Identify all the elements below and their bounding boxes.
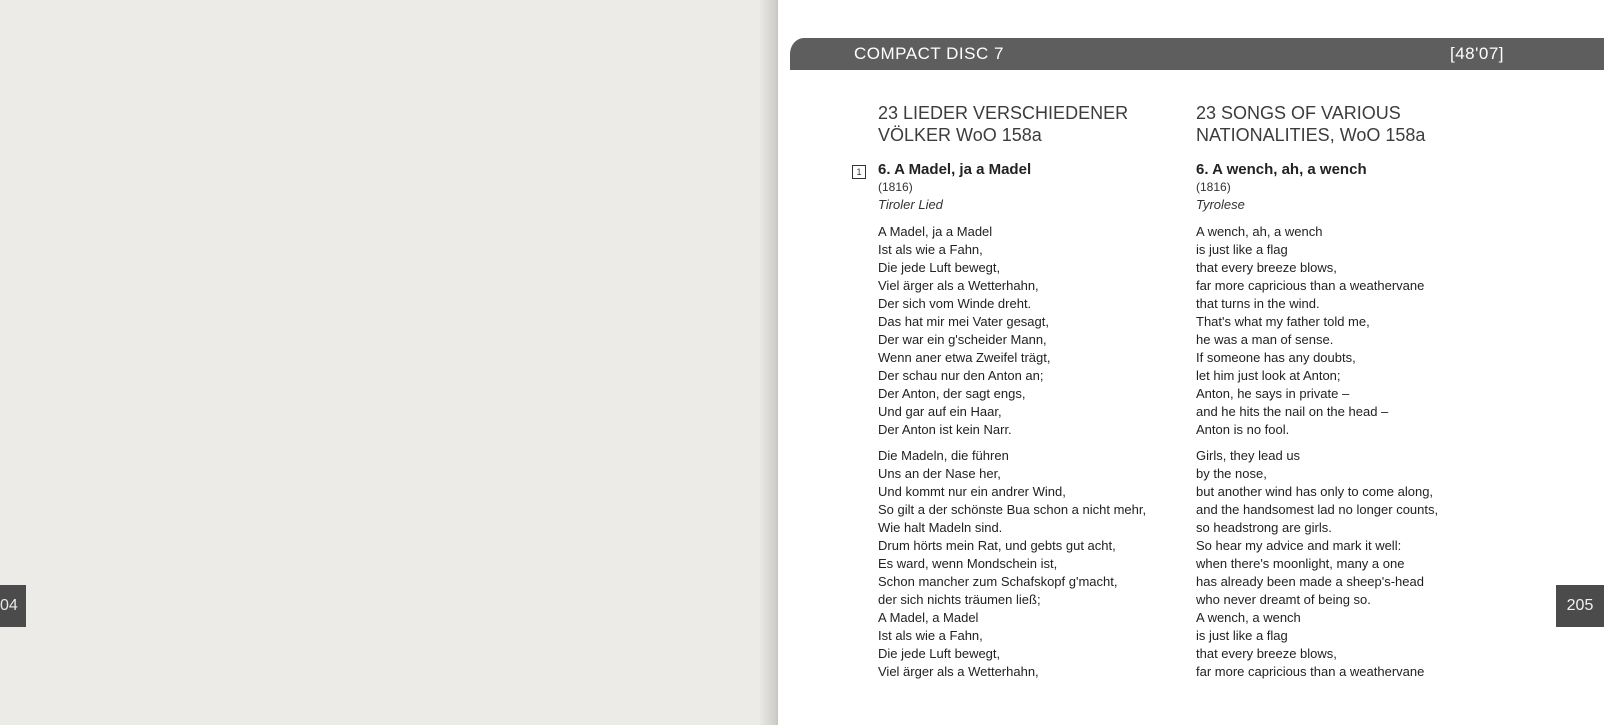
lyric-line: Und gar auf ein Haar, — [878, 404, 1002, 419]
lyric-line: So gilt a der schönste Bua schon a nicht mehr, — [878, 502, 1147, 517]
german-song-origin: Tiroler Lied — [878, 197, 943, 212]
german-song-year: (1816) — [878, 180, 913, 194]
lyric-stanza — [1196, 223, 1526, 439]
lyric-stanza — [878, 223, 1178, 439]
lyric-line: far more capricious than a weathervane — [1196, 664, 1425, 679]
english-song-origin: Tyrolese — [1196, 197, 1245, 212]
lyric-line: but another wind has only to come along, — [1196, 484, 1434, 499]
lyric-line: Ist als wie a Fahn, — [878, 242, 983, 257]
lyric-line: Girls, they lead us — [1196, 448, 1301, 463]
lyric-line: Der war ein g'scheider Mann, — [878, 332, 1047, 347]
lyric-line: is just like a flag — [1196, 628, 1288, 643]
lyric-line: So hear my advice and mark it well: — [1196, 538, 1402, 553]
right-page-number: 205 — [1556, 585, 1604, 627]
german-lyrics — [878, 223, 1178, 681]
german-heading-line: VÖLKER WoO 158a — [878, 125, 1042, 145]
german-song-title: 6. A Madel, ja a Madel — [878, 161, 1032, 178]
lyric-line: Wenn aner etwa Zweifel trägt, — [878, 350, 1051, 365]
lyric-line: A Madel, ja a Madel — [878, 224, 993, 239]
lyric-line: Drum hörts mein Rat, und gebts gut acht, — [878, 538, 1116, 553]
track-number-box: 1 — [852, 165, 866, 179]
lyric-line: If someone has any doubts, — [1196, 350, 1356, 365]
disc-duration: [48'07] — [1449, 44, 1504, 63]
disc-banner — [790, 38, 1604, 70]
lyric-line: and the handsomest lad no longer counts, — [1196, 502, 1439, 517]
lyric-line: Und kommt nur ein andrer Wind, — [878, 484, 1066, 499]
lyric-line: has already been made a sheep's-head — [1196, 574, 1424, 589]
english-heading-line: 23 SONGS OF VARIOUS — [1196, 103, 1401, 123]
lyric-line: Viel ärger als a Wetterhahn, — [878, 278, 1039, 293]
lyric-line: he was a man of sense. — [1196, 332, 1334, 347]
english-song-title: 6. A wench, ah, a wench — [1196, 161, 1367, 178]
german-heading-line: 23 LIEDER VERSCHIEDENER — [878, 103, 1129, 123]
german-heading — [878, 102, 1178, 146]
lyric-line: who never dreamt of being so. — [1196, 592, 1371, 607]
lyric-line: Der sich vom Winde dreht. — [878, 296, 1032, 311]
lyric-line: that every breeze blows, — [1196, 646, 1337, 661]
lyric-line: Ist als wie a Fahn, — [878, 628, 983, 643]
lyric-line: Der schau nur den Anton an; — [878, 368, 1044, 383]
lyric-line: so headstrong are girls. — [1196, 520, 1332, 535]
lyric-line: Der Anton ist kein Narr. — [878, 422, 1012, 437]
german-column — [878, 102, 1178, 689]
lyric-line: A Madel, a Madel — [878, 610, 979, 625]
english-lyrics — [1196, 223, 1526, 681]
english-song-year: (1816) — [1196, 180, 1231, 194]
lyric-line: Die jede Luft bewegt, — [878, 646, 1001, 661]
lyric-line: Es ward, wenn Mondschein ist, — [878, 556, 1058, 571]
lyric-line: Anton is no fool. — [1196, 422, 1290, 437]
english-heading — [1196, 102, 1526, 146]
lyric-line: A wench, ah, a wench — [1196, 224, 1323, 239]
left-page — [0, 0, 778, 725]
left-page-number: 04 — [0, 585, 26, 627]
lyric-stanza — [878, 447, 1178, 681]
lyric-line: That's what my father told me, — [1196, 314, 1370, 329]
lyric-line: Viel ärger als a Wetterhahn, — [878, 664, 1039, 679]
lyric-line: Das hat mir mei Vater gesagt, — [878, 314, 1049, 329]
lyric-line: Die Madeln, die führen — [878, 448, 1009, 463]
lyric-stanza — [1196, 447, 1526, 681]
lyric-line: let him just look at Anton; — [1196, 368, 1341, 383]
lyric-line: that turns in the wind. — [1196, 296, 1320, 311]
lyric-line: der sich nichts träumen ließ; — [878, 592, 1041, 607]
lyric-line: A wench, a wench — [1196, 610, 1301, 625]
lyric-line: Anton, he says in private – — [1196, 386, 1350, 401]
lyric-line: is just like a flag — [1196, 242, 1288, 257]
lyric-line: when there's moonlight, many a one — [1196, 556, 1405, 571]
lyric-line: and he hits the nail on the head – — [1196, 404, 1389, 419]
lyric-line: by the nose, — [1196, 466, 1267, 481]
lyric-line: far more capricious than a weathervane — [1196, 278, 1425, 293]
english-column — [1196, 102, 1526, 689]
lyric-line: Uns an der Nase her, — [878, 466, 1001, 481]
disc-title: COMPACT DISC 7 — [854, 44, 1004, 63]
lyric-line: Wie halt Madeln sind. — [878, 520, 1003, 535]
lyric-line: Schon mancher zum Schafskopf g'macht, — [878, 574, 1118, 589]
english-heading-line: NATIONALITIES, WoO 158a — [1196, 125, 1426, 145]
lyric-line: that every breeze blows, — [1196, 260, 1337, 275]
lyric-line: Die jede Luft bewegt, — [878, 260, 1001, 275]
lyric-line: Der Anton, der sagt engs, — [878, 386, 1026, 401]
